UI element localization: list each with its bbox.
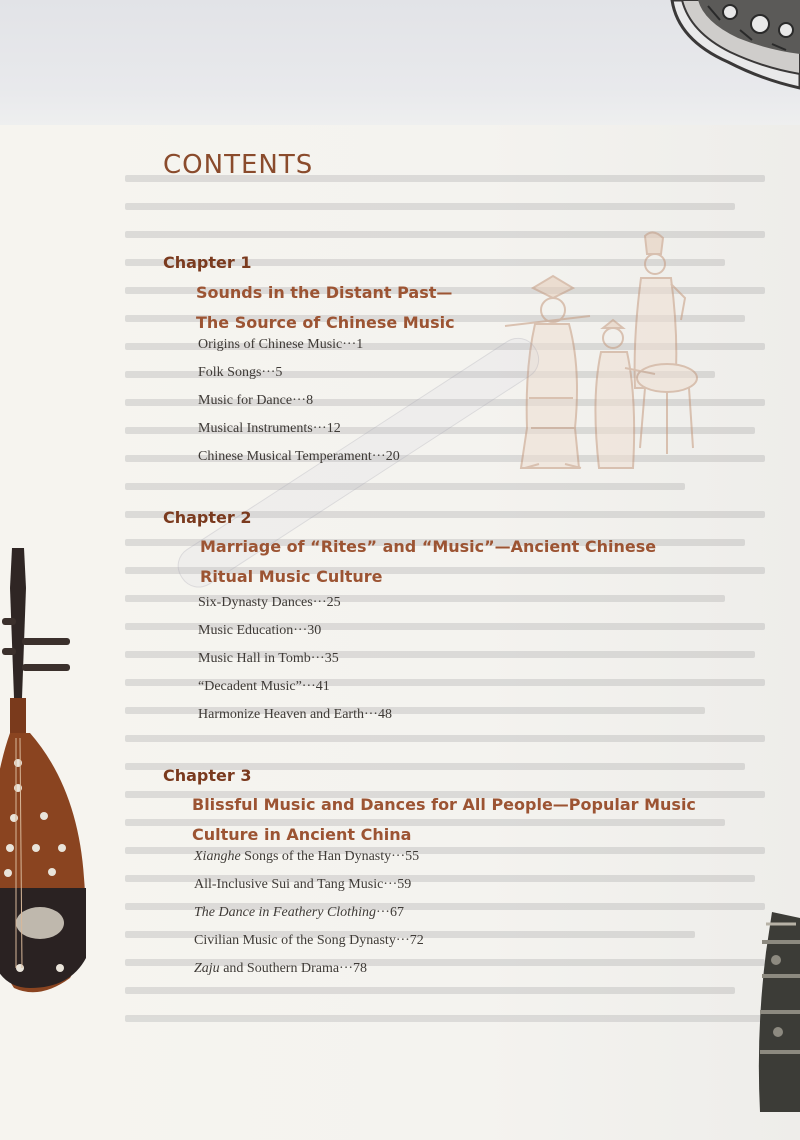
chapter-1-title xyxy=(196,278,455,338)
chapter-3-title-line-2: Culture in Ancient China xyxy=(192,825,412,844)
toc-entry[interactable]: Music Education···30 xyxy=(198,623,322,638)
carved-ornament-image xyxy=(668,0,800,100)
chapter-2-title-line-1: Marriage of “Rites” and “Music”—Ancient Chinese xyxy=(200,537,657,556)
toc-entry[interactable]: The Dance in Feathery Clothing···67 xyxy=(194,905,404,920)
chapter-3-title xyxy=(192,790,696,850)
bronze-instrument-image xyxy=(756,912,800,1112)
chapter-1-label: Chapter 1 xyxy=(163,253,252,272)
toc-entry[interactable]: Zaju and Southern Drama···78 xyxy=(194,961,368,976)
chapter-3-title-line-1: Blissful Music and Dances for All People—Popular Music xyxy=(192,795,696,814)
page-title: CONTENTS xyxy=(163,150,314,180)
toc-entry[interactable]: Chinese Musical Temperament···20 xyxy=(198,449,400,464)
chapter-1-title-line-2: The Source of Chinese Music xyxy=(196,313,455,332)
toc-entry[interactable]: All-Inclusive Sui and Tang Music···59 xyxy=(194,877,412,892)
toc-entry[interactable]: Xianghe Songs of the Han Dynasty···55 xyxy=(194,849,420,864)
toc-entry[interactable]: Six-Dynasty Dances···25 xyxy=(198,595,341,610)
toc-entry[interactable]: Harmonize Heaven and Earth···48 xyxy=(198,707,392,722)
toc-entry[interactable]: Civilian Music of the Song Dynasty···72 xyxy=(194,933,424,948)
toc-entry[interactable]: Music for Dance···8 xyxy=(198,393,314,408)
toc-entry[interactable]: “Decadent Music”···41 xyxy=(198,679,330,694)
toc-entry[interactable]: Musical Instruments···12 xyxy=(198,421,341,436)
chapter-2-label: Chapter 2 xyxy=(163,508,252,527)
pipa-lute-image xyxy=(0,548,92,998)
chapter-3-label: Chapter 3 xyxy=(163,766,252,785)
chapter-2-title xyxy=(200,532,656,592)
toc-entry[interactable]: Origins of Chinese Music···1 xyxy=(198,337,364,352)
chapter-1-title-line-1: Sounds in the Distant Past— xyxy=(196,283,453,302)
chapter-2-title-line-2: Ritual Music Culture xyxy=(200,567,383,586)
toc-entry[interactable]: Folk Songs···5 xyxy=(198,365,283,380)
toc-entry[interactable]: Music Hall in Tomb···35 xyxy=(198,651,339,666)
